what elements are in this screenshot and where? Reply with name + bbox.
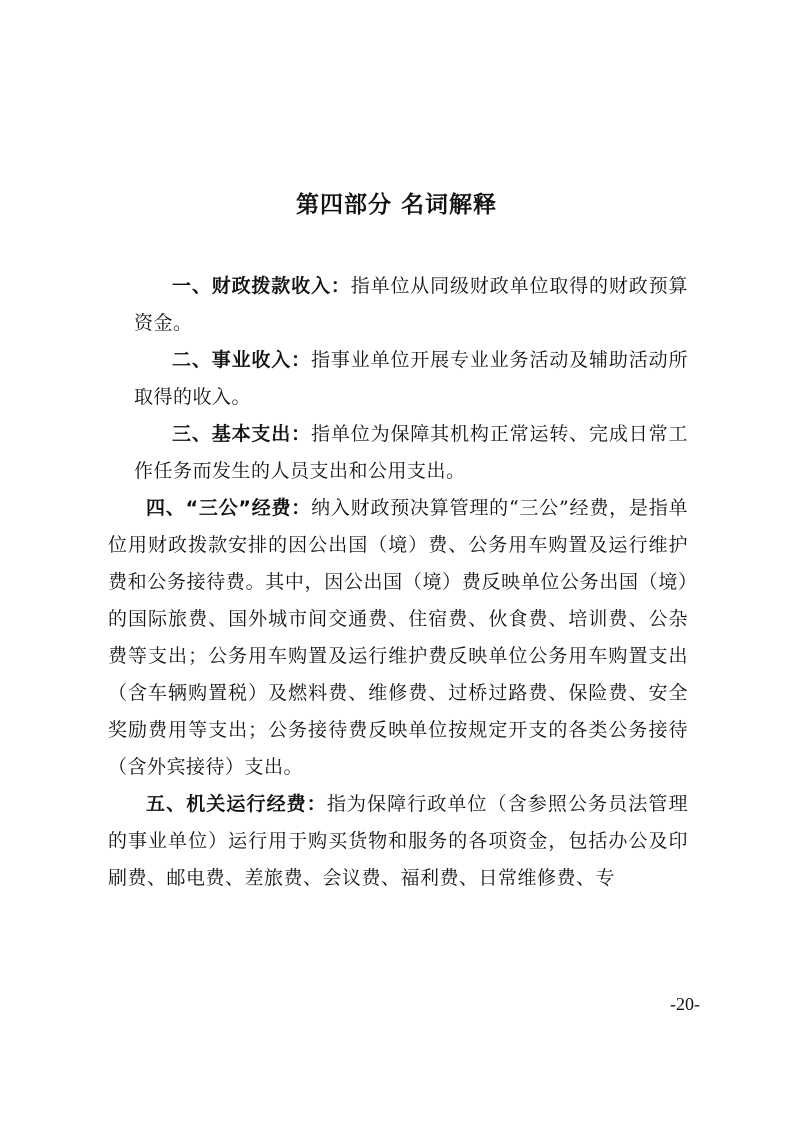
definition-paragraph bbox=[108, 490, 688, 786]
definition-paragraph bbox=[108, 342, 688, 416]
definition-term: 二、事业收入： bbox=[172, 349, 312, 371]
definition-term: 三、基本支出： bbox=[172, 423, 312, 445]
definition-term: 四、“三公”经费： bbox=[146, 497, 312, 519]
definition-term: 五、机关运行经费： bbox=[146, 793, 327, 815]
document-body bbox=[108, 268, 688, 897]
definition-text: 指事业单位开展专业业务活动及辅助活动所取得的收入。 bbox=[134, 349, 688, 408]
page-title: 第四部分 名词解释 bbox=[295, 192, 497, 218]
definition-text: 指单位为保障其机构正常运转、完成日常工作任务而发生的人员支出和公用支出。 bbox=[134, 423, 688, 482]
definition-paragraph bbox=[108, 268, 688, 342]
definition-paragraph bbox=[108, 416, 688, 490]
definition-text: 指单位从同级财政单位取得的财政预算资金。 bbox=[134, 275, 688, 334]
definition-term: 一、财政拨款收入： bbox=[172, 275, 351, 297]
definition-text: 指为保障行政单位（含参照公务员法管理的事业单位）运行用于购买货物和服务的各项资金，包括办公及印刷费、邮电费、差旅费、会议费、福利费、日常维修费、专 bbox=[108, 793, 688, 889]
definition-text: 纳入财政预决算管理的“三公”经费，是指单位用财政拨款安排的因公出国（境）费、公务用车购置及运行维护费和公务接待费。其中，因公出国（境）费反映单位公务出国（境）的国际旅费、国外城市间交通费、住宿费、伙食费、培训费、公杂费等支出；公务用车购置及运行维护费反映单位公务用车购置支出（含车辆购置税）及燃料费、维修费、过桥过路费、保险费、安全奖励费用等支出；公务接待费反映单位按规定开支的各类公务接待（含外宾接待）支出。 bbox=[108, 497, 688, 778]
definition-paragraph bbox=[108, 786, 688, 897]
page-number: -20- bbox=[670, 994, 700, 1014]
